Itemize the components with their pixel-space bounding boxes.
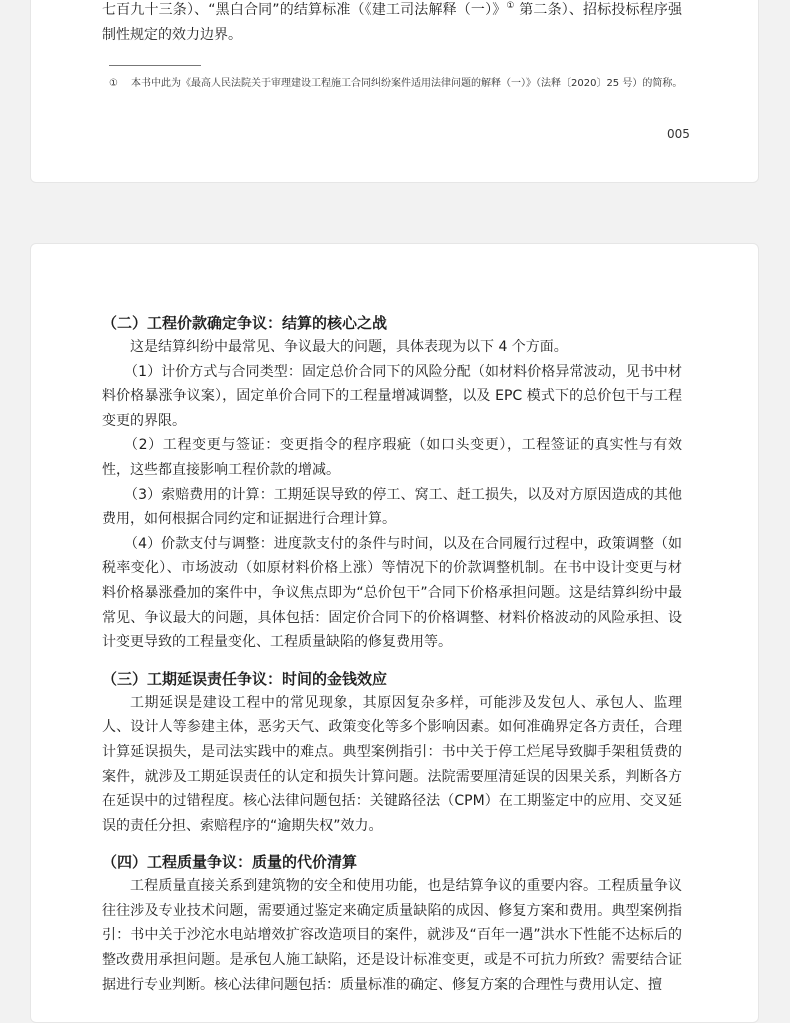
page2-text (102, 311, 682, 997)
section2-intro: 这是结算纠纷中最常见、争议最大的问题，具体表现为以下 4 个方面。 (130, 339, 568, 355)
section4-body: 工程质量直接关系到建筑物的安全和使用功能，也是结算争议的重要内容。工程质量争议往往涉及专业技术问题，需要通过鉴定来确定质量缺陷的成因、修复方案和费用。典型案例指引：书中关于沙沱水电站增效扩容改造项目的案件，就涉及“百年一遇”洪水下性能不达标后的整改费用承担问题。是承包人施工缺陷，还是设计标准变更，或是不可抗力所致？需要结合证据进行专业判断。核心法律问题包括：质量标准的确定、修复方案的合理性与费用认定、擅 (102, 878, 682, 993)
section2-item: （3）索赔费用的计算：工期延误导致的停工、窝工、赶工损失，以及对方原因造成的其他费用，如何根据合同约定和证据进行合理计算。 (102, 486, 682, 528)
section2-item: （2）工程变更与签证：变更指令的程序瑕疵（如口头变更），工程签证的真实性与有效性，这些都直接影响工程价款的增减。 (102, 437, 682, 478)
footnote (109, 76, 689, 92)
page1-text (102, 0, 682, 47)
section-heading-3: （三）工期延误责任争议：时间的金钱效应 (102, 669, 388, 688)
page1-paragraph-end: 七百九十三条）、“黑白合同”的结算标准（《建工司法解释（一）》① 第二条）、招标投标程序强制性规定的效力边界。 (102, 1, 682, 43)
footnote-text: 本书中此为《最高人民法院关于审理建设工程施工合同纠纷案件适用法律问题的解释（一）》（法释〔2020〕25 号）的简称。 (131, 78, 683, 89)
footnote-ref-mark[interactable]: ① (506, 1, 515, 11)
footnote-mark: ① (109, 78, 118, 89)
previous-page (30, 0, 759, 183)
section3-body: 工期延误是建设工程中的常见现象，其原因复杂多样，可能涉及发包人、承包人、监理人、设计人等参建主体，恶劣天气、政策变化等多个影响因素。如何准确界定各方责任，合理计算延误损失，是司法实践中的难点。典型案例指引：书中关于停工烂尾导致脚手架租赁费的案件，就涉及工期延误责任的认定和损失计算问题。法院需要厘清延误的因果关系，判断各方在延误中的过错程度。核心法律问题包括：关键路径法（CPM）在工期鉴定中的应用、交叉延误的责任分担、索赔程序的“逾期失权”效力。 (102, 694, 682, 834)
page-number: 005 (667, 127, 690, 141)
section-heading-2: （二）工程价款确定争议：结算的核心之战 (102, 314, 388, 332)
section2-item: （1）计价方式与合同类型：固定总价合同下的风险分配（如材料价格异常波动，见书中材料价格暴涨争议案），固定单价合同下的工程量增减调整，以及 EPC 模式下的总价包干与工程变更的界限。 (102, 363, 682, 429)
footnote-divider (109, 65, 201, 66)
section2-item: （4）价款支付与调整：进度款支付的条件与时间，以及在合同履行过程中，政策调整（如税率变化）、市场波动（如原材料价格上涨）等情况下的价款调整机制。在书中设计变更与材料价格暴涨叠加的案件中，争议焦点即为“总价包干”合同下价格承担问题。这是结算纠纷中最常见、争议最大的问题，具体包括：固定价合同下的价格调整、材料价格波动的风险承担、设计变更导致的工程量变化、工程质量缺陷的修复费用等。 (102, 535, 682, 651)
section-heading-4: （四）工程质量争议：质量的代价清算 (102, 853, 358, 872)
current-page (30, 243, 759, 1023)
